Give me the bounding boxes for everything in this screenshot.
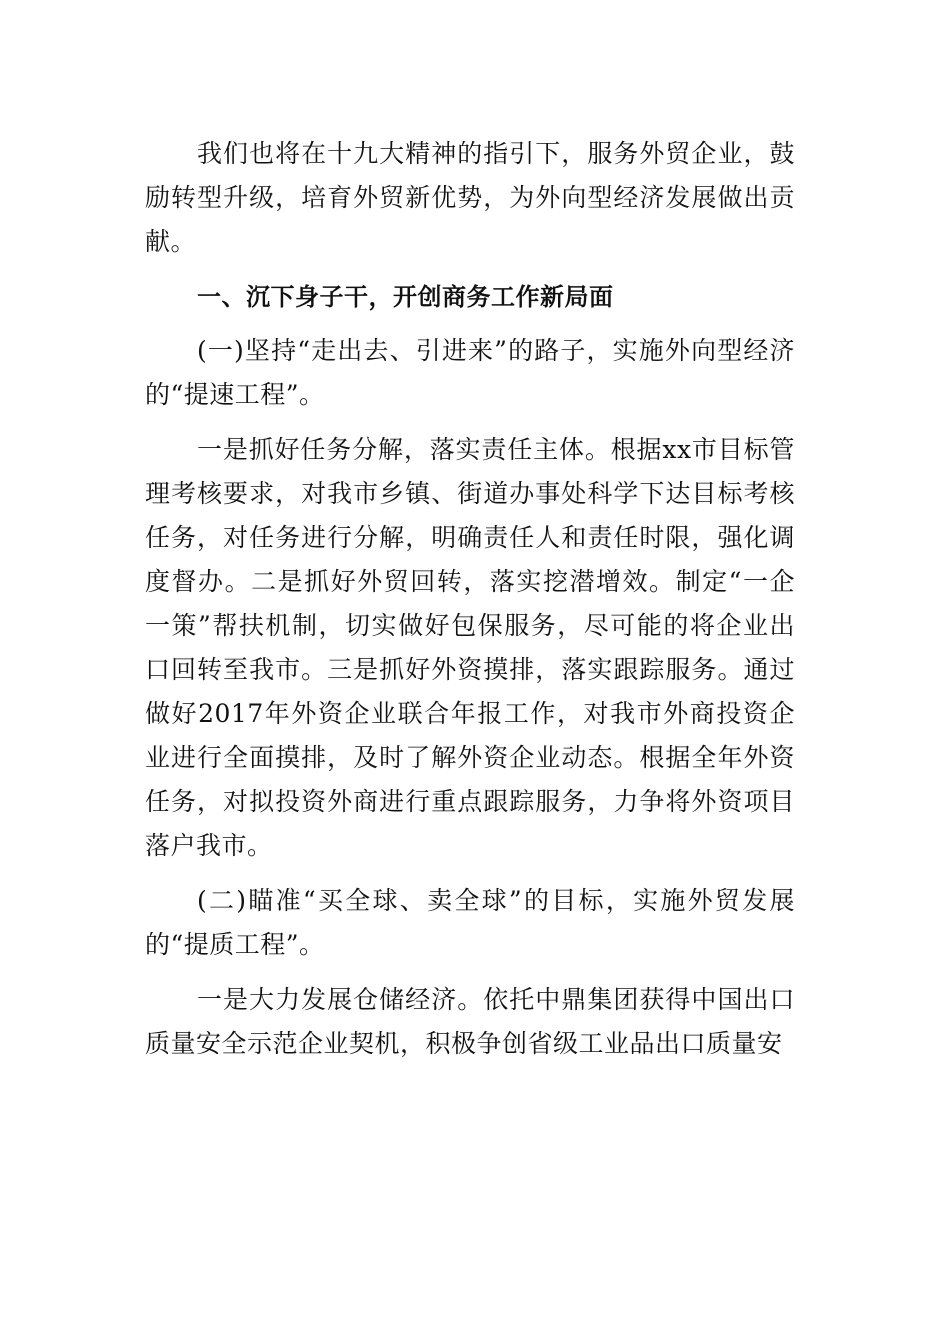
subsection-heading-1: (一)坚持“走出去、引进来”的路子，实施外向型经济的“提速工程”。 — [145, 336, 795, 409]
body-paragraph-2: 一是大力发展仓储经济。依托中鼎集团获得中国出口质量安全示范企业契机，积极争创省级工业品出口质量安 — [145, 985, 795, 1058]
body-paragraph-1: 一是抓好任务分解，落实责任主体。根据xx市目标管理考核要求，对我市乡镇、街道办事处科学下达目标考核任务，对任务进行分解，明确责任人和责任时限，强化调度督办。二是抓好外贸回转，落实挖潜增效。制定“一企一策”帮扶机制，切实做好包保服务，尽可能的将企业出口回转至我市。三是抓好外资摸排，落实跟踪服务。通过做好2017年外资企业联合年报工作，对我市外商投资企业进行全面摸排，及时了解外资企业动态。根据全年外资任务，对拟投资外商进行重点跟踪服务，力争将外资项目落户我市。 — [145, 435, 795, 860]
subsection-heading-2: (二)瞄准“买全球、卖全球”的目标，实施外贸发展的“提质工程”。 — [145, 886, 795, 959]
intro-paragraph: 我们也将在十九大精神的指引下，服务外贸企业，鼓励转型升级，培育外贸新优势，为外向型经济发展做出贡献。 — [145, 139, 795, 256]
section-heading: 一、沉下身子干，开创商务工作新局面 — [197, 283, 614, 311]
document-body — [145, 132, 795, 1066]
